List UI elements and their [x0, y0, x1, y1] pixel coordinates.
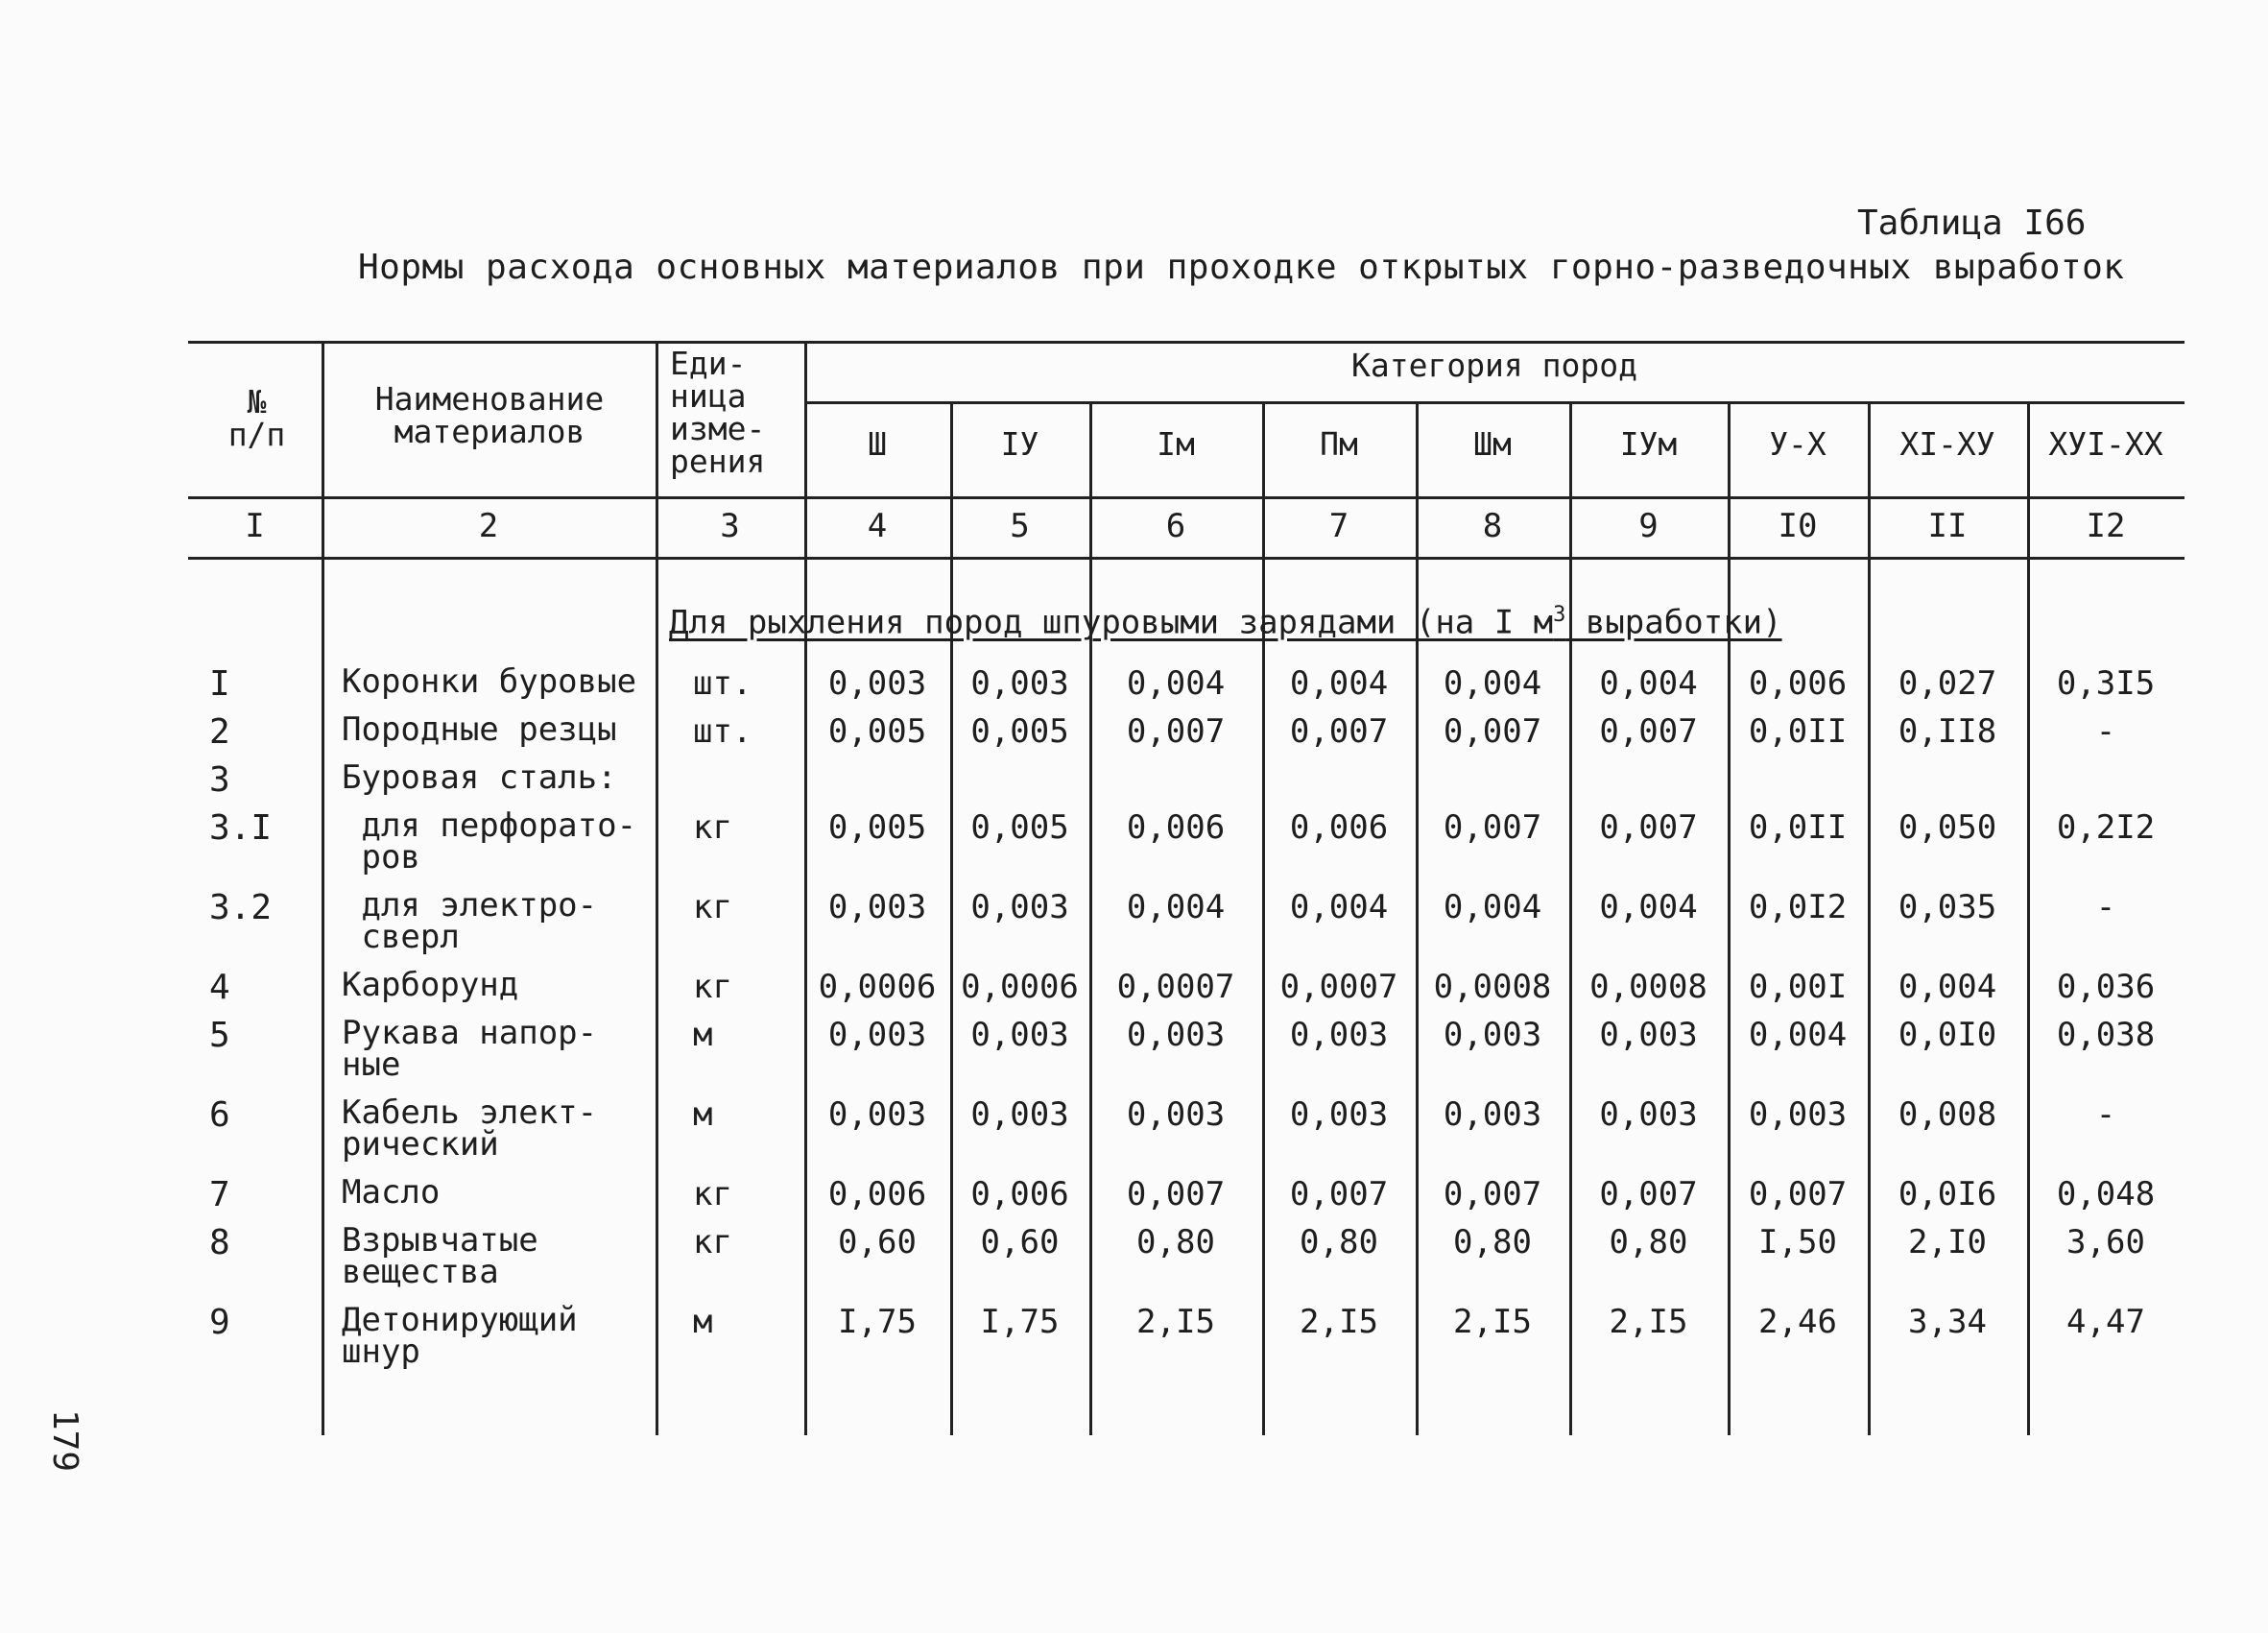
column-number: 9: [1638, 507, 1659, 545]
value-cell: 2,I5: [1300, 1303, 1378, 1341]
value-cell: 0,007: [1599, 1175, 1698, 1213]
value-cell: 0,007: [1289, 712, 1389, 751]
unit-cell: шт.: [693, 664, 752, 703]
value-cell: 0,004: [1443, 888, 1542, 926]
value-cell: 0,007: [1443, 808, 1542, 847]
value-cell: 0,004: [1289, 664, 1389, 703]
rule-top: [188, 341, 2184, 344]
value-cell: 0,003: [827, 1016, 927, 1054]
value-cell: 0,004: [1126, 664, 1226, 703]
section-caption: [669, 603, 1782, 641]
column-number: 3: [720, 507, 740, 545]
value-cell: 0,60: [980, 1223, 1060, 1261]
material-name: Рукава напор- ные: [342, 1014, 598, 1084]
value-cell: 0,003: [970, 1095, 1069, 1134]
value-cell: 0,050: [1898, 808, 1997, 847]
value-cell: 0,0008: [1433, 968, 1552, 1006]
unit-cell: м: [693, 1016, 713, 1054]
value-cell: 2,46: [1758, 1303, 1837, 1341]
value-cell: 0,0I0: [1898, 1016, 1997, 1054]
column-number: 8: [1482, 507, 1503, 545]
category-header-cell: IУм: [1619, 425, 1678, 463]
material-name: Породные резцы: [342, 710, 617, 749]
material-name: Карборунд: [342, 966, 519, 1004]
column-number: 4: [867, 507, 888, 545]
header-num-symbol: №: [247, 383, 267, 420]
value-cell: 0,007: [1599, 712, 1698, 751]
row-number: 3: [209, 760, 230, 800]
value-cell: 0,003: [970, 1016, 1069, 1054]
header-unit-line2: ница: [670, 377, 747, 415]
value-cell: 0,005: [827, 712, 927, 751]
value-cell: 0,006: [1289, 808, 1389, 847]
category-header-cell: Ш: [868, 425, 887, 463]
column-number: I0: [1778, 507, 1818, 545]
col-divider: [322, 341, 324, 1435]
material-name: Коронки буровые: [342, 662, 637, 701]
value-cell: 0,004: [1289, 888, 1389, 926]
value-cell: 3,60: [2066, 1223, 2145, 1261]
value-cell: 0,004: [1126, 888, 1226, 926]
row-number: 6: [209, 1095, 230, 1135]
value-cell: 0,007: [1289, 1175, 1389, 1213]
value-cell: 2,I5: [1609, 1303, 1688, 1341]
value-cell: 0,027: [1898, 664, 1997, 703]
value-cell: 0,004: [1599, 888, 1698, 926]
value-cell: 0,0007: [1116, 968, 1235, 1006]
value-cell: 0,008: [1898, 1095, 1997, 1134]
value-cell: 0,004: [1443, 664, 1542, 703]
table-title: Нормы расхода основных материалов при проходке открытых горно-разведочных выработок: [358, 248, 2125, 287]
value-cell: 2,I5: [1136, 1303, 1215, 1341]
value-cell: 0,003: [1289, 1095, 1389, 1134]
value-cell: I,75: [980, 1303, 1060, 1341]
value-cell: 0,3I5: [2056, 664, 2156, 703]
value-cell: 0,80: [1609, 1223, 1688, 1261]
value-cell: 2,I0: [1908, 1223, 1987, 1261]
header-name-line1: Наименование: [374, 380, 605, 418]
column-number: 2: [478, 507, 499, 545]
material-name: для электро- сверл: [361, 886, 598, 956]
unit-cell: кг: [693, 968, 732, 1006]
header-num-label: п/п: [227, 416, 286, 453]
value-cell: 0,004: [1599, 664, 1698, 703]
category-header-cell: XI-XУ: [1899, 425, 1995, 463]
column-number: I: [245, 507, 265, 545]
value-cell: I,75: [838, 1303, 917, 1341]
unit-cell: кг: [693, 1175, 732, 1213]
value-cell: 0,004: [1748, 1016, 1848, 1054]
column-number: II: [1927, 507, 1968, 545]
row-number: 7: [209, 1175, 230, 1214]
value-cell: 0,006: [827, 1175, 927, 1213]
row-number: 4: [209, 968, 230, 1007]
value-cell: -: [2095, 712, 2116, 751]
value-cell: 0,003: [1126, 1095, 1226, 1134]
row-number: 3.2: [209, 888, 273, 927]
value-cell: 0,003: [1289, 1016, 1389, 1054]
value-cell: 0,035: [1898, 888, 1997, 926]
row-number: 3.I: [209, 808, 273, 848]
section-caption-tail: выработки): [1565, 603, 1782, 642]
value-cell: 0,003: [1599, 1016, 1698, 1054]
value-cell: 0,60: [838, 1223, 917, 1261]
category-header-cell: IУ: [1000, 425, 1039, 463]
material-name: Буровая сталь:: [342, 758, 617, 797]
col-divider: [656, 341, 658, 1435]
category-header-cell: У-Х: [1769, 425, 1826, 463]
unit-cell: кг: [693, 888, 732, 926]
rule-category: [804, 401, 2184, 404]
row-number: 9: [209, 1303, 230, 1342]
value-cell: -: [2095, 888, 2116, 926]
value-cell: 0,003: [827, 1095, 927, 1134]
value-cell: 0,003: [1443, 1016, 1542, 1054]
rule-header-bottom: [188, 496, 2184, 499]
value-cell: 0,003: [1748, 1095, 1848, 1134]
value-cell: 0,003: [970, 888, 1069, 926]
material-name: Масло: [342, 1173, 441, 1212]
value-cell: 0,80: [1453, 1223, 1532, 1261]
value-cell: 0,0I2: [1748, 888, 1848, 926]
value-cell: 0,003: [970, 664, 1069, 703]
category-header-cell: Шм: [1473, 425, 1512, 463]
header-category: Категория пород: [1350, 347, 1637, 384]
value-cell: 0,0006: [961, 968, 1079, 1006]
value-cell: 0,007: [1443, 1175, 1542, 1213]
value-cell: 0,007: [1748, 1175, 1848, 1213]
row-number: 2: [209, 712, 230, 752]
value-cell: 0,005: [970, 808, 1069, 847]
material-name: для перфорато- ров: [361, 806, 637, 877]
value-cell: 0,II8: [1898, 712, 1997, 751]
value-cell: 0,036: [2056, 968, 2156, 1006]
header-name-line2: материалов: [394, 413, 585, 450]
value-cell: 0,0II: [1748, 712, 1848, 751]
value-cell: 0,0I6: [1898, 1175, 1997, 1213]
value-cell: 0,006: [1126, 808, 1226, 847]
value-cell: 0,80: [1300, 1223, 1378, 1261]
row-number: 8: [209, 1223, 230, 1262]
row-number: I: [209, 664, 230, 704]
page-number: 179: [45, 1409, 84, 1473]
value-cell: 0,003: [1126, 1016, 1226, 1054]
value-cell: 0,004: [1898, 968, 1997, 1006]
category-header-cell: Iм: [1157, 425, 1195, 463]
unit-cell: м: [693, 1095, 713, 1134]
value-cell: 0,048: [2056, 1175, 2156, 1213]
value-cell: 0,006: [970, 1175, 1069, 1213]
unit-cell: м: [693, 1303, 713, 1341]
table-number: Таблица I66: [1857, 204, 2087, 243]
unit-cell: кг: [693, 1223, 732, 1261]
value-cell: 0,005: [970, 712, 1069, 751]
value-cell: 4,47: [2066, 1303, 2145, 1341]
value-cell: 0,80: [1136, 1223, 1215, 1261]
value-cell: 0,007: [1126, 1175, 1226, 1213]
header-unit-line4: рения: [670, 443, 766, 480]
row-number: 5: [209, 1016, 230, 1055]
value-cell: 0,038: [2056, 1016, 2156, 1054]
header-unit-line1: Еди-: [670, 345, 747, 382]
value-cell: 0,0II: [1748, 808, 1848, 847]
column-number: I2: [2086, 507, 2126, 545]
value-cell: 0,003: [827, 664, 927, 703]
value-cell: -: [2095, 1095, 2116, 1134]
rule-numbers-bottom: [188, 557, 2184, 560]
value-cell: 0,0006: [818, 968, 937, 1006]
material-name: Взрывчатые вещества: [342, 1221, 538, 1291]
unit-cell: кг: [693, 808, 732, 847]
material-name: Детонирующий шнур: [342, 1301, 578, 1371]
value-cell: 0,003: [1443, 1095, 1542, 1134]
unit-cell: шт.: [693, 712, 752, 751]
value-cell: 0,007: [1443, 712, 1542, 751]
column-number: 7: [1328, 507, 1349, 545]
column-number: 5: [1010, 507, 1030, 545]
value-cell: 0,00I: [1748, 968, 1848, 1006]
value-cell: 0,003: [827, 888, 927, 926]
category-header-cell: XУI-XX: [2048, 425, 2163, 463]
value-cell: 0,007: [1599, 808, 1698, 847]
section-caption-sup: 3: [1553, 603, 1566, 627]
value-cell: 0,006: [1748, 664, 1848, 703]
value-cell: 0,005: [827, 808, 927, 847]
value-cell: 0,0008: [1589, 968, 1707, 1006]
section-caption-text: Для рыхления пород шпуровыми зарядами (на I м: [669, 603, 1554, 642]
value-cell: I,50: [1758, 1223, 1837, 1261]
value-cell: 0,2I2: [2056, 808, 2156, 847]
value-cell: 2,I5: [1453, 1303, 1532, 1341]
category-header-cell: Пм: [1320, 425, 1358, 463]
column-number: 6: [1165, 507, 1186, 545]
header-unit-line3: изме-: [670, 410, 766, 447]
value-cell: 0,0007: [1279, 968, 1398, 1006]
value-cell: 0,003: [1599, 1095, 1698, 1134]
material-name: Кабель элект- рический: [342, 1093, 598, 1164]
value-cell: 3,34: [1908, 1303, 1987, 1341]
value-cell: 0,007: [1126, 712, 1226, 751]
